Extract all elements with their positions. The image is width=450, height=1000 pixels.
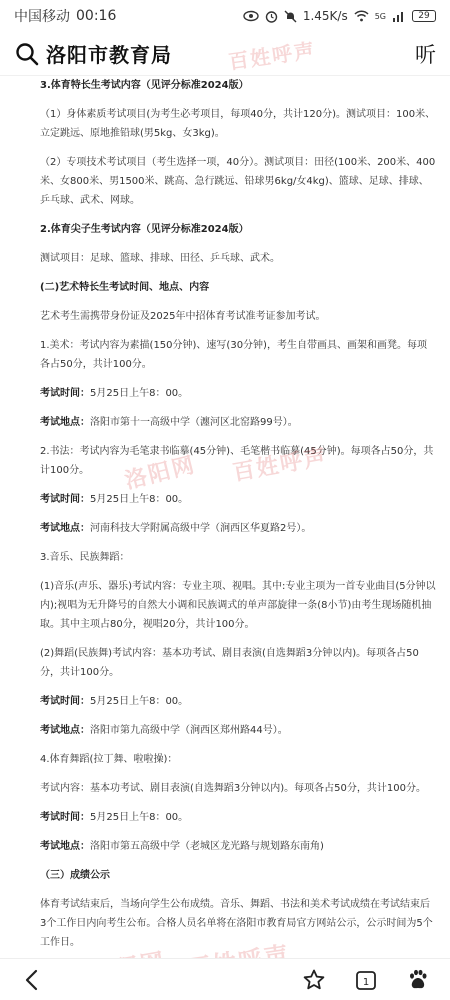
article-body bbox=[40, 76, 436, 958]
tabs-icon bbox=[354, 968, 378, 992]
article-paragraph: 考试地点：洛阳市第十一高级中学（瀍河区北窑路99号）。 bbox=[40, 417, 298, 428]
paragraph-gap bbox=[40, 682, 436, 692]
bottom-toolbar bbox=[0, 958, 450, 1000]
article-paragraph: 考试时间：5月25日上午8：00。 bbox=[40, 494, 189, 505]
watermark-mid-1: 洛阳网 bbox=[122, 452, 199, 495]
article-paragraph: 3.音乐、民族舞蹈： bbox=[40, 552, 130, 563]
paragraph-gap bbox=[40, 711, 436, 721]
tabs-button[interactable] bbox=[352, 966, 380, 994]
paragraph-gap bbox=[40, 856, 436, 866]
watermark-mid-2: 百姓呼声 bbox=[230, 444, 330, 487]
paragraph-gap bbox=[40, 326, 436, 336]
wifi-icon bbox=[354, 10, 369, 22]
favorite-button[interactable] bbox=[300, 966, 328, 994]
listen-button[interactable]: 听 bbox=[415, 42, 436, 67]
svg-text:1: 1 bbox=[362, 976, 370, 988]
paragraph-gap bbox=[40, 403, 436, 413]
paragraph-gap bbox=[40, 798, 436, 808]
paragraph-gap bbox=[40, 827, 436, 837]
signal-icon bbox=[392, 10, 406, 22]
paragraph-gap bbox=[40, 567, 436, 577]
paragraph-gap bbox=[40, 480, 436, 490]
article-paragraph: 1.美术：考试内容为素描(150分钟)、速写(30分钟)，考生自带画具、画架和画凳。每项各占50分，共计100分。 bbox=[40, 340, 427, 370]
paragraph-gap bbox=[40, 297, 436, 307]
signal-label: 5G bbox=[374, 11, 386, 21]
paragraph-gap bbox=[40, 95, 436, 105]
baidu-paw-icon bbox=[406, 968, 430, 992]
section-heading: （三）成绩公示 bbox=[40, 870, 110, 881]
battery-icon bbox=[412, 10, 436, 22]
paragraph-gap bbox=[40, 374, 436, 384]
star-icon bbox=[302, 968, 326, 992]
article-paragraph: 考试时间：5月25日上午8：00。 bbox=[40, 812, 189, 823]
article-paragraph: 体育考试结束后，当场向学生公布成绩。音乐、舞蹈、书法和美术考试成绩在考试结束后3个工作日内向考生公布。合格人员名单将在洛阳市教育局官方网站公示，公示时间为5个工作日。 bbox=[40, 899, 433, 948]
article-paragraph: 4.体育舞蹈(拉丁舞、啦啦操)： bbox=[40, 754, 178, 765]
network-speed: 1.45K/s bbox=[302, 9, 348, 23]
search-icon[interactable] bbox=[14, 41, 40, 67]
eye-icon bbox=[243, 10, 259, 22]
paragraph-gap bbox=[40, 885, 436, 895]
article-paragraph: （1）身体素质考试项目(为考生必考项目，每项40分，共计120分)。测试项目：100米、立定跳远、原地推铅球(男5kg、女3kg)。 bbox=[40, 109, 436, 139]
watermark-top: 百姓呼声 bbox=[226, 37, 318, 74]
baidu-button[interactable] bbox=[404, 966, 432, 994]
paragraph-gap bbox=[40, 769, 436, 779]
article-paragraph: (1)音乐(声乐、器乐)考试内容：专业主项、视唱。其中:专业主项为一首专业曲目(5分钟以内);视唱为无升降号的自然大小调和民族调式的单声部旋律一条(8小节)由考生现场随机抽取。其中主项占80分，视唱20分，共计100分。 bbox=[40, 581, 436, 630]
paragraph-gap bbox=[40, 634, 436, 644]
article-paragraph: 考试地点：洛阳市第五高级中学（老城区龙光路与规划路东南角) bbox=[40, 841, 324, 852]
article-paragraph: （2）专项技术考试项目（考生选择一项，40分）。测试项目：田径(100米、200米、400米、女800米、男1500米、跳高、急行跳远、铅球男6kg/女4kg)、篮球、足球、排球、乒乓球、武术、网球。 bbox=[40, 157, 436, 206]
search-bar[interactable] bbox=[0, 32, 450, 76]
paragraph-gap bbox=[40, 143, 436, 153]
article-paragraph: 考试时间：5月25日上午8：00。 bbox=[40, 388, 189, 399]
paragraph-gap bbox=[40, 538, 436, 548]
status-icons bbox=[243, 9, 436, 23]
back-arrow-icon bbox=[22, 969, 42, 991]
battery-level: 29 bbox=[418, 10, 430, 21]
section-heading: 3.体育特长生考试内容（见评分标准2024版） bbox=[40, 80, 249, 91]
carrier-label: 中国移动 bbox=[14, 9, 70, 25]
article-paragraph: (2)舞蹈(民族舞)考试内容：基本功考试、剧目表演(自选舞蹈3分钟以内)。每项各占50分，共计100分。 bbox=[40, 648, 419, 678]
paragraph-gap bbox=[40, 239, 436, 249]
article-paragraph: 艺术考生需携带身份证及2025年中招体育考试准考证参加考试。 bbox=[40, 311, 326, 322]
paragraph-gap bbox=[40, 509, 436, 519]
section-heading: (二)艺术特长生考试时间、地点、内容 bbox=[40, 282, 210, 293]
status-bar bbox=[0, 0, 450, 32]
article-paragraph: 考试地点：河南科技大学附属高级中学（涧西区华夏路2号）。 bbox=[40, 523, 312, 534]
article-paragraph: 考试地点：洛阳市第九高级中学（涧西区郑州路44号）。 bbox=[40, 725, 288, 736]
alarm-icon bbox=[265, 10, 278, 23]
paragraph-gap bbox=[40, 268, 436, 278]
search-query[interactable]: 洛阳市教育局 bbox=[46, 43, 172, 67]
clock: 00:16 bbox=[76, 8, 117, 24]
article-paragraph: 2.书法：考试内容为毛笔隶书临摹(45分钟)、毛笔楷书临摹(45分钟)。每项各占50分，共计100分。 bbox=[40, 446, 434, 476]
article-content bbox=[0, 76, 450, 958]
mute-icon bbox=[284, 10, 297, 23]
article-paragraph: 考试内容：基本功考试、剧目表演(自选舞蹈3分钟以内)。每项各占50分，共计100分。 bbox=[40, 783, 426, 794]
paragraph-gap bbox=[40, 210, 436, 220]
article-paragraph: 测试项目：足球、篮球、排球、田径、乒乓球、武术。 bbox=[40, 253, 280, 264]
paragraph-gap bbox=[40, 740, 436, 750]
article-paragraph: 考试时间：5月25日上午8：00。 bbox=[40, 696, 189, 707]
paragraph-gap bbox=[40, 432, 436, 442]
back-button[interactable] bbox=[18, 966, 46, 994]
section-heading: 2.体育尖子生考试内容（见评分标准2024版） bbox=[40, 224, 249, 235]
